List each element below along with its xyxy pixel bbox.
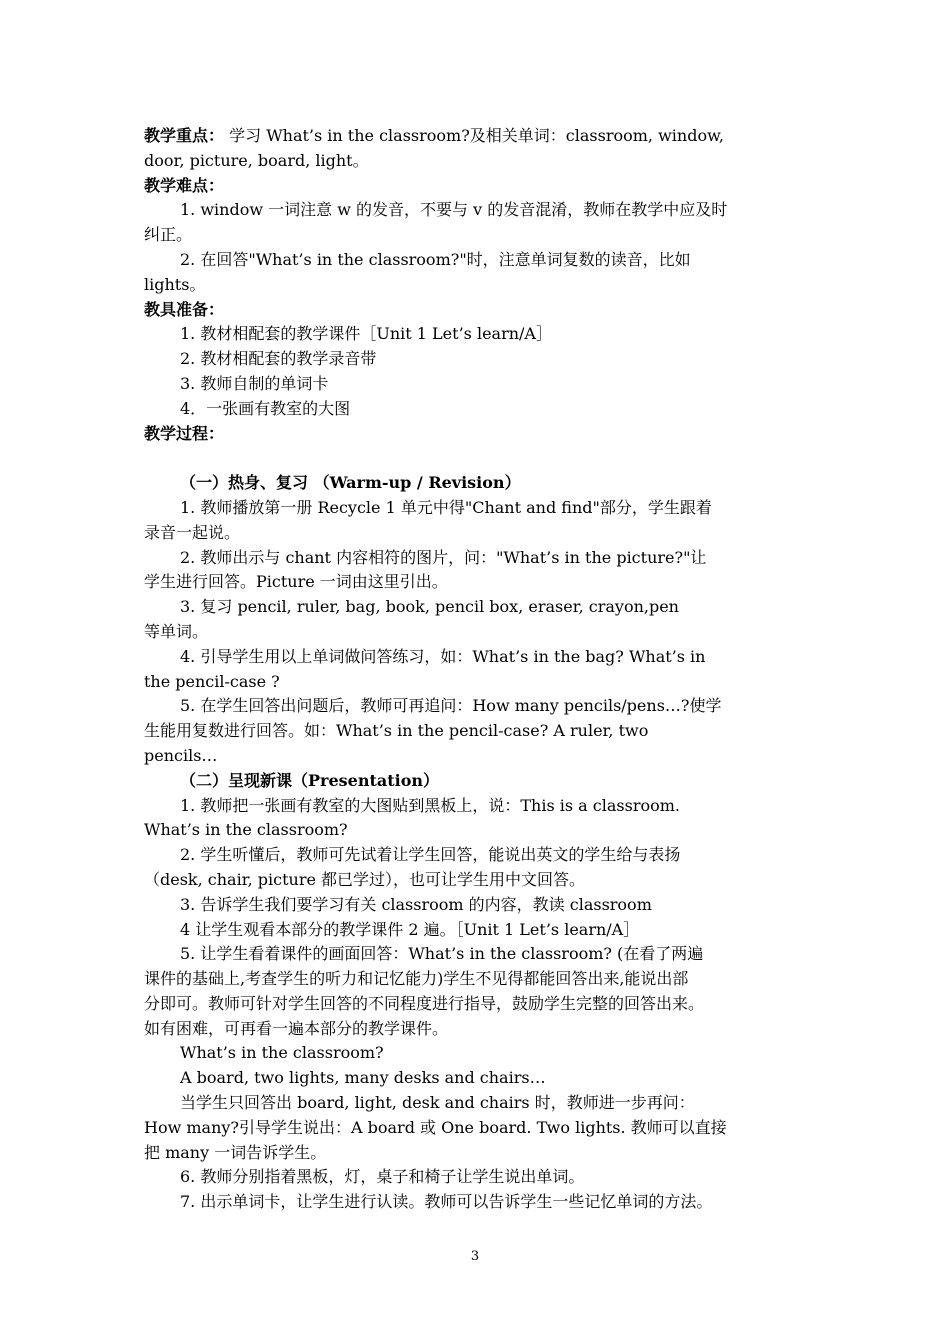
process-label: 教学过程： <box>144 423 225 443</box>
tool-item-2: 2. 教材相配套的教学录音带 <box>180 349 377 369</box>
warmup-heading: （一）热身、复习 （Warm-up / Revision） <box>180 473 521 493</box>
warmup-item-3: 3. 复习 pencil, ruler, bag, book, pencil box, eraser, crayon,pen <box>180 597 679 617</box>
warmup-item-3-cont: 等单词。 <box>144 621 209 641</box>
presentation-note-cont: How many?引导学生说出：A board 或 One board. Two lights. 教师可以直接 <box>144 1117 727 1137</box>
difficulty-item-2-cont: lights。 <box>144 274 206 294</box>
warmup-item-5-cont: 生能用复数进行回答。如：What’s in the pencil-case? A ruler, two <box>144 721 649 741</box>
presentation-item-3: 3. 告诉学生我们要学习有关 classroom 的内容，教读 classroom <box>180 894 652 914</box>
difficulty-item-1-cont: 纠正。 <box>144 225 193 245</box>
warmup-item-2: 2. 教师出示与 chant 内容相符的图片，问："What’s in the picture?"让 <box>180 547 707 567</box>
dialogue-question: What’s in the classroom? <box>180 1043 384 1063</box>
key-points-line <box>144 124 809 149</box>
key-points-text: 学习 What’s in the classroom?及相关单词：classroom, window, <box>224 126 724 145</box>
key-points-label: 教学重点： <box>144 126 225 145</box>
difficulty-item-1: 1. window 一词注意 w 的发音，不要与 v 的发音混淆，教师在教学中应及时 <box>180 200 728 220</box>
warmup-item-5-cont-2: pencils… <box>144 745 218 765</box>
presentation-note-cont-2: 把 many 一词告诉学生。 <box>144 1142 327 1162</box>
tool-item-3: 3. 教师自制的单词卡 <box>180 373 329 393</box>
page-number: 3 <box>470 1249 480 1264</box>
tools-label: 教具准备： <box>144 299 225 319</box>
document-body <box>144 124 809 1215</box>
difficulty-item-2: 2. 在回答"What’s in the classroom?"时，注意单词复数的读音，比如 <box>180 249 691 269</box>
presentation-item-6: 6. 教师分别指着黑板，灯，桌子和椅子让学生说出单词。 <box>180 1167 585 1187</box>
dialogue-answer: A board, two lights, many desks and chairs… <box>180 1068 546 1088</box>
warmup-item-1-cont: 录音一起说。 <box>144 522 241 542</box>
presentation-item-5: 5. 让学生看着课件的画面回答：What’s in the classroom? (在看了两遍 <box>180 944 704 964</box>
warmup-item-1: 1. 教师播放第一册 Recycle 1 单元中得"Chant and find"部分，学生跟着 <box>180 497 712 517</box>
blank-line <box>144 446 809 471</box>
presentation-item-2: 2. 学生听懂后，教师可先试着让学生回答，能说出英文的学生给与表扬 <box>180 845 681 865</box>
presentation-item-4: 4 让学生观看本部分的教学课件 2 遍。［Unit 1 Let’s learn/A］ <box>180 919 640 939</box>
difficulty-label: 教学难点： <box>144 175 225 195</box>
presentation-note: 当学生只回答出 board, light, desk and chairs 时，教师进一步再问： <box>180 1093 695 1113</box>
presentation-item-5-cont: 课件的基础上,考查学生的听力和记忆能力)学生不见得都能回答出来,能说出部 <box>144 969 689 989</box>
warmup-item-4-cont: the pencil-case ? <box>144 671 280 691</box>
warmup-item-2-cont: 学生进行回答。Picture 一词由这里引出。 <box>144 572 448 592</box>
warmup-item-4: 4. 引导学生用以上单词做问答练习，如：What’s in the bag? What’s in <box>180 646 706 666</box>
tool-item-1: 1. 教材相配套的教学课件［Unit 1 Let’s learn/A］ <box>180 324 552 344</box>
presentation-item-7: 7. 出示单词卡，让学生进行认读。教师可以告诉学生一些记忆单词的方法。 <box>180 1192 713 1212</box>
key-points-text-cont: door, picture, board, light。 <box>144 150 369 170</box>
warmup-item-5: 5. 在学生回答出问题后，教师可再追问：How many pencils/pens…?使学 <box>180 696 722 716</box>
presentation-item-5-cont-3: 如有困难，可再看一遍本部分的教学课件。 <box>144 1018 449 1038</box>
presentation-item-5-cont-2: 分即可。教师可针对学生回答的不同程度进行指导，鼓励学生完整的回答出来。 <box>144 993 705 1013</box>
presentation-item-1: 1. 教师把一张画有教室的大图贴到黑板上，说：This is a classroom. <box>180 795 680 815</box>
presentation-item-1-cont: What’s in the classroom? <box>144 820 348 840</box>
presentation-item-2-cont: （desk, chair, picture 都已学过），也可让学生用中文回答。 <box>144 869 586 889</box>
presentation-heading: （二）呈现新课（Presentation） <box>180 770 439 790</box>
tool-item-4: 4．一张画有教室的大图 <box>180 398 351 418</box>
